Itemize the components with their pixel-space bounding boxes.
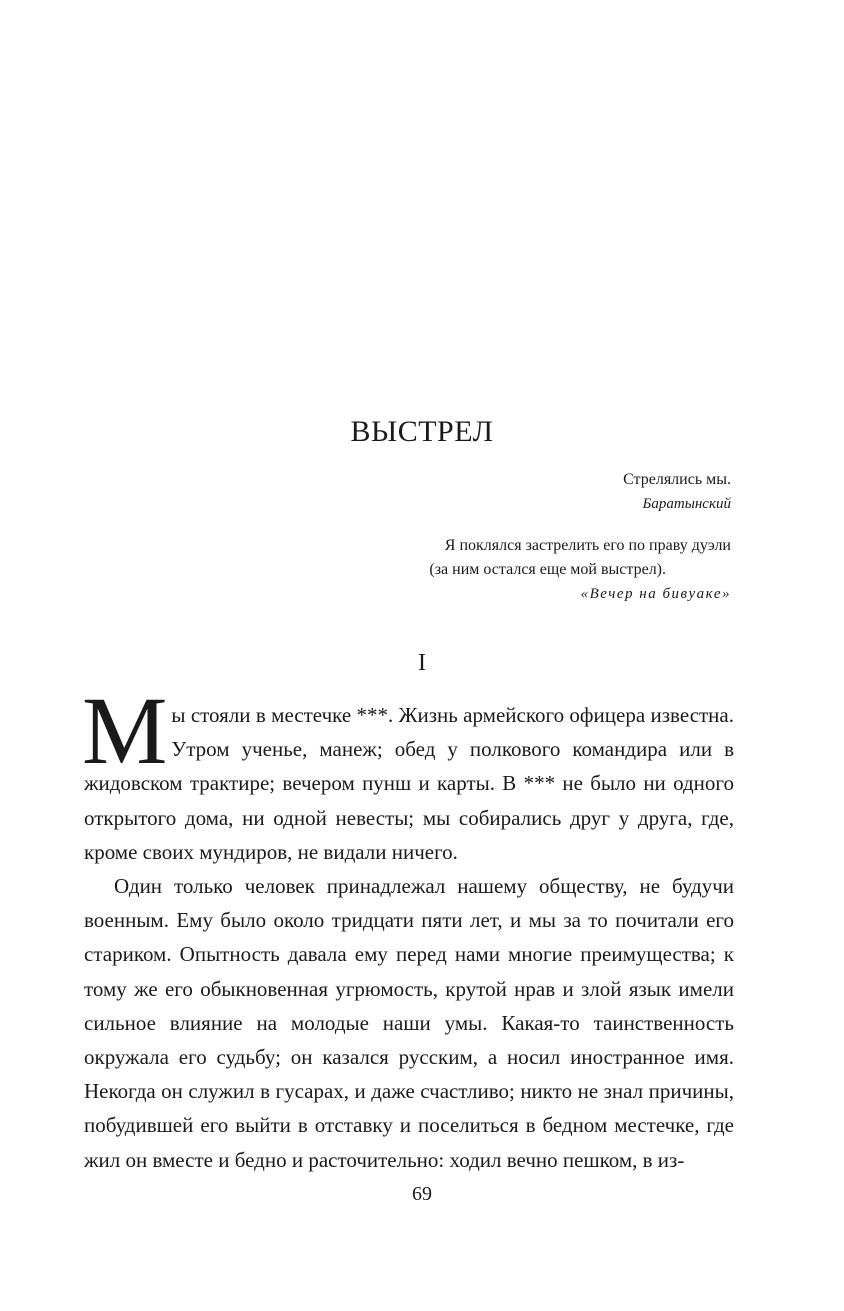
paragraph-2: Один только человек принадлежал нашему обществу, не будучи военным. Ему было около тридцати пяти лет, и мы за то почитали его стариком. Опытность давала ему перед нами многие преимущества; к тому же его обыкновенная угрюмость, крутой нрав и злой язык имели сильное влияние на молодые наши умы. Какая-то таинственность окружала его судьбу; он казался русским, а носил иностранное имя. Некогда он служил в гусарах, и даже счастливо; никто не знал причины, побудившей его выйти в отставку и поселиться в бедном местечке, где жил он вместе и бедно и расточительно: ходил вечно пешком, в из- [84,874,734,1172]
paragraph-1 [82,677,734,869]
story-title: ВЫСТРЕЛ [350,415,494,448]
epigraph-1-line-1: Стрелялись мы. [623,471,731,488]
epigraph-2-line-2: (за ним остался еще мой выстрел). [429,561,666,578]
epigraph-2-author: «Вечер на бивуаке» [580,586,731,602]
body-text [82,677,734,1177]
drop-cap: М [82,677,168,784]
epigraph-2-line-1: Я поклялся застрелить его по праву дуэли [444,537,731,554]
page-number: 69 [412,1183,432,1205]
epigraph-1-author: Баратынский [642,496,731,512]
epigraph-1 [623,468,731,516]
paragraph-1-text: ы стояли в местечке ***. Жизнь армейского офицера известна. Утром ученье, манеж; обед у полкового командира или в жидовском трактире; вечером пунш и карты. В *** не было ни одного открытого дома, ни одной невесты; мы собирались друг у друга, где, кроме своих мундиров, не видали ничего. [84,703,734,864]
chapter-number: I [418,650,426,676]
epigraph-2 [429,534,731,606]
